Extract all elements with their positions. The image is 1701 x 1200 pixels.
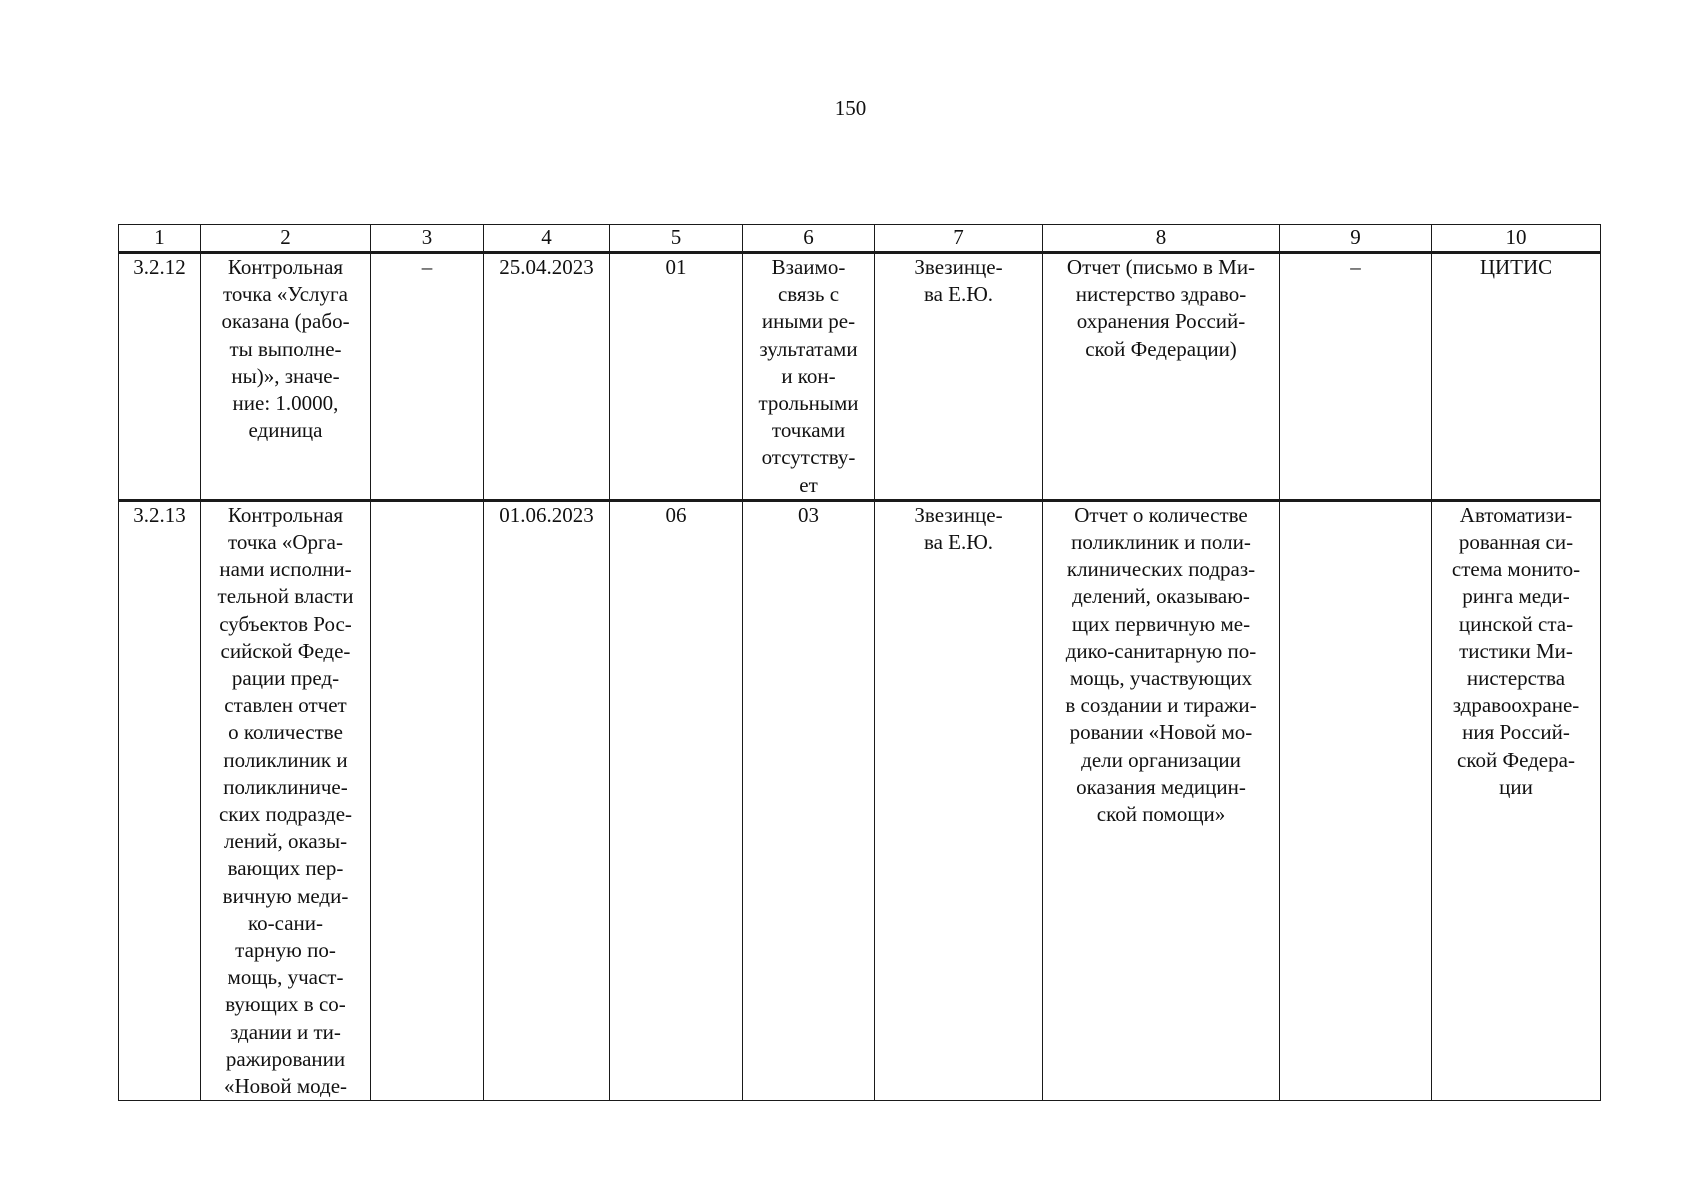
- relation-cell: 03: [743, 500, 875, 1100]
- column-number-9: 9: [1280, 225, 1432, 253]
- source-cell: Автоматизи- рованная си- стема монито- ринга меди- цинской ста- тистики Ми- нистерства здравоохране- ния Россий- ской Федера- ции: [1432, 500, 1601, 1100]
- column-5-cell: 01: [610, 253, 743, 501]
- row-number-cell: 3.2.12: [119, 253, 201, 501]
- column-5-cell: 06: [610, 500, 743, 1100]
- responsible-cell: Звезинце- ва Е.Ю.: [875, 500, 1043, 1100]
- column-3-cell: [371, 500, 484, 1100]
- control-point-name-cell: Контрольная точка «Услуга оказана (рабо- ты выполне- ны)», значе- ние: 1.0000, единица: [201, 253, 371, 501]
- date-cell: 01.06.2023: [484, 500, 610, 1100]
- column-number-7: 7: [875, 225, 1043, 253]
- column-9-cell: [1280, 500, 1432, 1100]
- source-cell: ЦИТИС: [1432, 253, 1601, 501]
- column-number-5: 5: [610, 225, 743, 253]
- date-cell: 25.04.2023: [484, 253, 610, 501]
- column-number-3: 3: [371, 225, 484, 253]
- column-9-cell: –: [1280, 253, 1432, 501]
- control-points-table: [118, 224, 1601, 1101]
- document-cell: Отчет (письмо в Ми- нистерство здраво- охранения Россий- ской Федерации): [1043, 253, 1280, 501]
- column-number-8: 8: [1043, 225, 1280, 253]
- column-number-4: 4: [484, 225, 610, 253]
- column-number-10: 10: [1432, 225, 1601, 253]
- column-numbers-row: [119, 225, 1601, 253]
- table-row: [119, 500, 1601, 1100]
- column-number-1: 1: [119, 225, 201, 253]
- row-number-cell: 3.2.13: [119, 500, 201, 1100]
- table-row: [119, 253, 1601, 501]
- responsible-cell: Звезинце- ва Е.Ю.: [875, 253, 1043, 501]
- relation-cell: Взаимо- связь с иными ре- зультатами и кон- трольными точками отсутству- ет: [743, 253, 875, 501]
- column-3-cell: –: [371, 253, 484, 501]
- column-number-6: 6: [743, 225, 875, 253]
- document-cell: Отчет о количестве поликлиник и поли- клинических подраз- делений, оказываю- щих первичную ме- дико-санитарную по- мощь, участвующих в создании и тиражи- ровании «Новой мо- дели организации оказания медицин- ской помощи»: [1043, 500, 1280, 1100]
- column-number-2: 2: [201, 225, 371, 253]
- control-point-name-cell: Контрольная точка «Орга- нами исполни- тельной власти субъектов Рос- сийской Феде- рации пред- ставлен отчет о количестве поликлиник и поликлиниче- ских подразде- лений, оказы- вающих пер- вичную меди- ко-сани- тарную по- мощь, участ- вующих в со- здании и ти- ражировании «Новой моде-: [201, 500, 371, 1100]
- page-number: 150: [834, 96, 867, 120]
